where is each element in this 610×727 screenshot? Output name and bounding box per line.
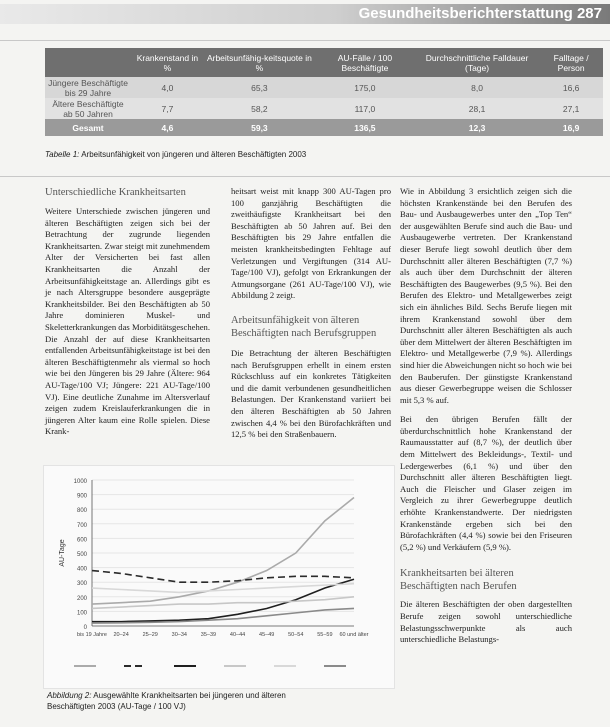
rule-mid xyxy=(0,176,610,177)
x-tick-label: 35–39 xyxy=(200,632,217,638)
table-header-cell: Falltage / Person xyxy=(539,48,603,77)
x-tick-label: bis 19 Jahre xyxy=(77,632,107,638)
x-tick-label: 60 und älter xyxy=(339,632,369,638)
y-tick-label: 800 xyxy=(76,508,87,515)
x-tick-label: 20–24 xyxy=(113,632,129,638)
paragraph: Die älteren Beschäftigten der oben dargestellten Berufe zeigen sowohl unterschiedliche Belastungsschwerpunkte als auch unterschiedliche Belastungs- xyxy=(400,599,572,645)
figure-caption-line2: Beschäftigten 2003 (AU-Tage / 100 VJ) xyxy=(47,702,186,711)
paragraph: heitsart weist mit knapp 300 AU-Tagen pro 100 ganzjährig Beschäftigten die zweithäufigste Krankheitsart bei den Beschäftigten ab 50 Jahren auf. Bei den Beschäftigten bis 29 Jahre entfallen die meisten krankheitsbedingten Fehltage auf Verletzungen und Vergiftungen (314 AU-Tage/100 VJ), gefolgt von Erkrankungen der Atmungsorgane (261 AU-Tage/100 VJ), wie Abbildung 2 zeigt. xyxy=(231,186,391,301)
table-cell: 16,9 xyxy=(539,119,603,136)
y-tick-label: 1000 xyxy=(73,479,87,485)
table-total-row xyxy=(45,119,603,136)
table-cell: 117,0 xyxy=(315,98,415,119)
y-axis-label: AU-Tage xyxy=(59,539,66,567)
body-column-1 xyxy=(45,206,210,438)
y-tick-label: 100 xyxy=(76,610,87,617)
x-tick-label: 45–49 xyxy=(259,632,275,638)
body-column-3 xyxy=(400,186,572,646)
table-cell: 136,5 xyxy=(315,119,415,136)
paragraph: Die Betrachtung der älteren Beschäftigten nach Berufsgruppen erhellt in einem ersten Rückschluss auf ein konkretes Tätigkeiten und die damit verbundenen gesundheitlichen Belastungen. Der Krankenstand variiert bei den älteren Beschäftigten ab 50 Jahren zwischen 4,4 % bei den Bürofachkräften und 12,5 % bei den Straßenbauern. xyxy=(231,347,391,440)
body-column-2 xyxy=(231,186,391,441)
y-tick-label: 500 xyxy=(76,552,87,558)
line-chart xyxy=(44,466,394,688)
y-tick-label: 400 xyxy=(76,566,87,573)
paragraph: Weitere Unterschiede zwischen jüngeren und älteren Beschäftigten zeigen sich bei der Betrachtung der zugrunde liegenden Krankheitsarten. Zwar steigt mit zunehmendem Alter der Versicherten bei fast allen Krankheitsarten die Anzahl der Arbeitsunfähigkeitstage an. Allerdings gibt es je nach Altersgruppe besondere ausgeprägte Krankheitsbilder. Bei den Beschäftigten ab 50 Jahre dominieren Muskel- und Skeletterkrankungen das Morbiditätsgeschehen. Die Anzahl der auf diese Krankheitsarten entfallenden Arbeitsunfähigkeitstage ist bei den älteren Beschäftigtenmehr als viermal so hoch wie bei den Jüngeren bis 29 Jahre (Ältere: 964 AU-Tage/100 VJ; Jüngere: 221 AU-Tage/100 VJ). Eine deutliche Zunahme im Altersverlauf zeigen zudem Kreislauferkrankungen die in jüngeren Alter kaum eine Rolle spielen. Diese Krank- xyxy=(45,206,210,437)
rule-top xyxy=(0,40,610,41)
table-cell: 4,0 xyxy=(131,77,204,98)
table-cell: 175,0 xyxy=(315,77,415,98)
y-tick-label: 300 xyxy=(76,581,87,588)
y-tick-label: 700 xyxy=(76,522,87,529)
series-line xyxy=(92,498,354,605)
table-cell: 7,7 xyxy=(131,98,204,119)
figure-chart xyxy=(43,465,395,689)
table-au-comparison xyxy=(45,48,603,136)
page-header xyxy=(0,0,610,28)
table-cell: Jüngere Beschäftigte bis 29 Jahre xyxy=(45,77,131,98)
table-caption-text: Arbeitsunfähigkeit von jüngeren und älteren Beschäftigten 2003 xyxy=(81,150,307,159)
table-header-cell: Krankenstand in % xyxy=(131,48,204,77)
table-header-row xyxy=(45,48,603,77)
table-cell: 65,3 xyxy=(204,77,315,98)
table-caption-label: Tabelle 1: xyxy=(45,150,80,159)
section-heading: Unterschiedliche Krankheitsarten xyxy=(45,187,186,198)
table-header-cell xyxy=(45,48,131,77)
figure-caption-line1: Ausgewählte Krankheitsarten bei jüngeren und älteren xyxy=(93,691,286,700)
table-row xyxy=(45,77,603,98)
table-cell: 28,1 xyxy=(415,98,539,119)
table-cell: 27,1 xyxy=(539,98,603,119)
table-header-cell: Durchschnittliche Falldauer (Tage) xyxy=(415,48,539,77)
table-caption xyxy=(45,150,306,159)
x-tick-label: 50–54 xyxy=(288,632,304,638)
y-tick-label: 600 xyxy=(76,537,87,544)
series-line xyxy=(92,584,354,593)
table-cell: 8,0 xyxy=(415,77,539,98)
table-cell: 59,3 xyxy=(204,119,315,136)
table-header-cell: Arbeitsunfähig-keitsquote in % xyxy=(204,48,315,77)
paragraph: Bei den übrigen Berufen fällt der überdurchschnittlich hohe Krankenstand der Raumausstatter auf (8,7 %), der deutlich über dem Mittelwert des Bekleidungs-, Textil- und Ledergewerbes (6,1 %) und über den Durchschnitt aller älteren Beschäftigten liegt. Auch die Fleischer und Glaser zeigen im Vergleich zu ihrer Gewerbegruppe deutlich erhöhte Krankenstandwerte. Der niedrigsten Krankenstände ergeben sich bei den Bürofachkräften (4,4 %) sowie bei den Friseuren (5,2 %) und Verkäufern (5,9 %). xyxy=(400,414,572,552)
x-tick-label: 55–59 xyxy=(317,632,333,638)
table-cell: 12,3 xyxy=(415,119,539,136)
table-cell: Gesamt xyxy=(45,119,131,136)
paragraph: Wie in Abbildung 3 ersichtlich zeigen sich die höchsten Krankenstände bei den Berufen des Bau- und Ausbaugewerbes unter den „Top Ten“ der ausgewählten Berufe sind auch die Bau- und Ausbaugewerbe vertreten. Der Krankenstand dieser Berufe liegt sowohl deutlich über dem Durchschnitt aller älteren Beschäftigten (7,7 %) als auch über dem Durchschnitt der älteren Beschäftigten des Baugewerbes (9,5 %). Bei den Berufen des Elektro- und Metallgewerbes zeigt sich ein ähnliches Bild. Sechs Berufe liegen mit ihrem Krankenstand sowohl über dem Durchschnitt aller älteren Beschäftigten als auch über dem Mittelwert der älteren Beschäftigten im Elektro- und Metallgewerbe (7,9 %). Allerdings sind hier die Abweichungen nicht so hoch wie bei den Bauberufen. Der günstigste Krankenstand aus dieser Gewerbegruppe weisen die Schlosser mit 5,3 % auf. xyxy=(400,186,572,405)
x-tick-label: 40–44 xyxy=(229,632,246,638)
x-tick-label: 25–29 xyxy=(142,632,158,638)
table-cell: 4,6 xyxy=(131,119,204,136)
table-cell: Ältere Beschäftigte ab 50 Jahren xyxy=(45,98,131,119)
x-tick-label: 30–34 xyxy=(171,632,187,638)
section-heading: Arbeitsunfähigkeit von älteren Beschäftigten nach Berufsgruppen xyxy=(231,314,377,339)
running-title: Gesundheitsberichterstattung 287 xyxy=(358,5,602,22)
y-tick-label: 200 xyxy=(76,595,87,602)
figure-caption-label: Abbildung 2: xyxy=(47,691,92,700)
table-row xyxy=(45,98,603,119)
y-tick-label: 0 xyxy=(83,625,87,631)
section-heading: Krankheitsarten bei älteren Beschäftigten nach Berufen xyxy=(400,568,517,593)
table-cell: 58,2 xyxy=(204,98,315,119)
figure-caption xyxy=(47,690,286,712)
y-tick-label: 900 xyxy=(76,493,87,500)
table-header-cell: AU-Fälle / 100 Beschäftigte xyxy=(315,48,415,77)
series-line xyxy=(92,571,354,583)
table-cell: 16,6 xyxy=(539,77,603,98)
